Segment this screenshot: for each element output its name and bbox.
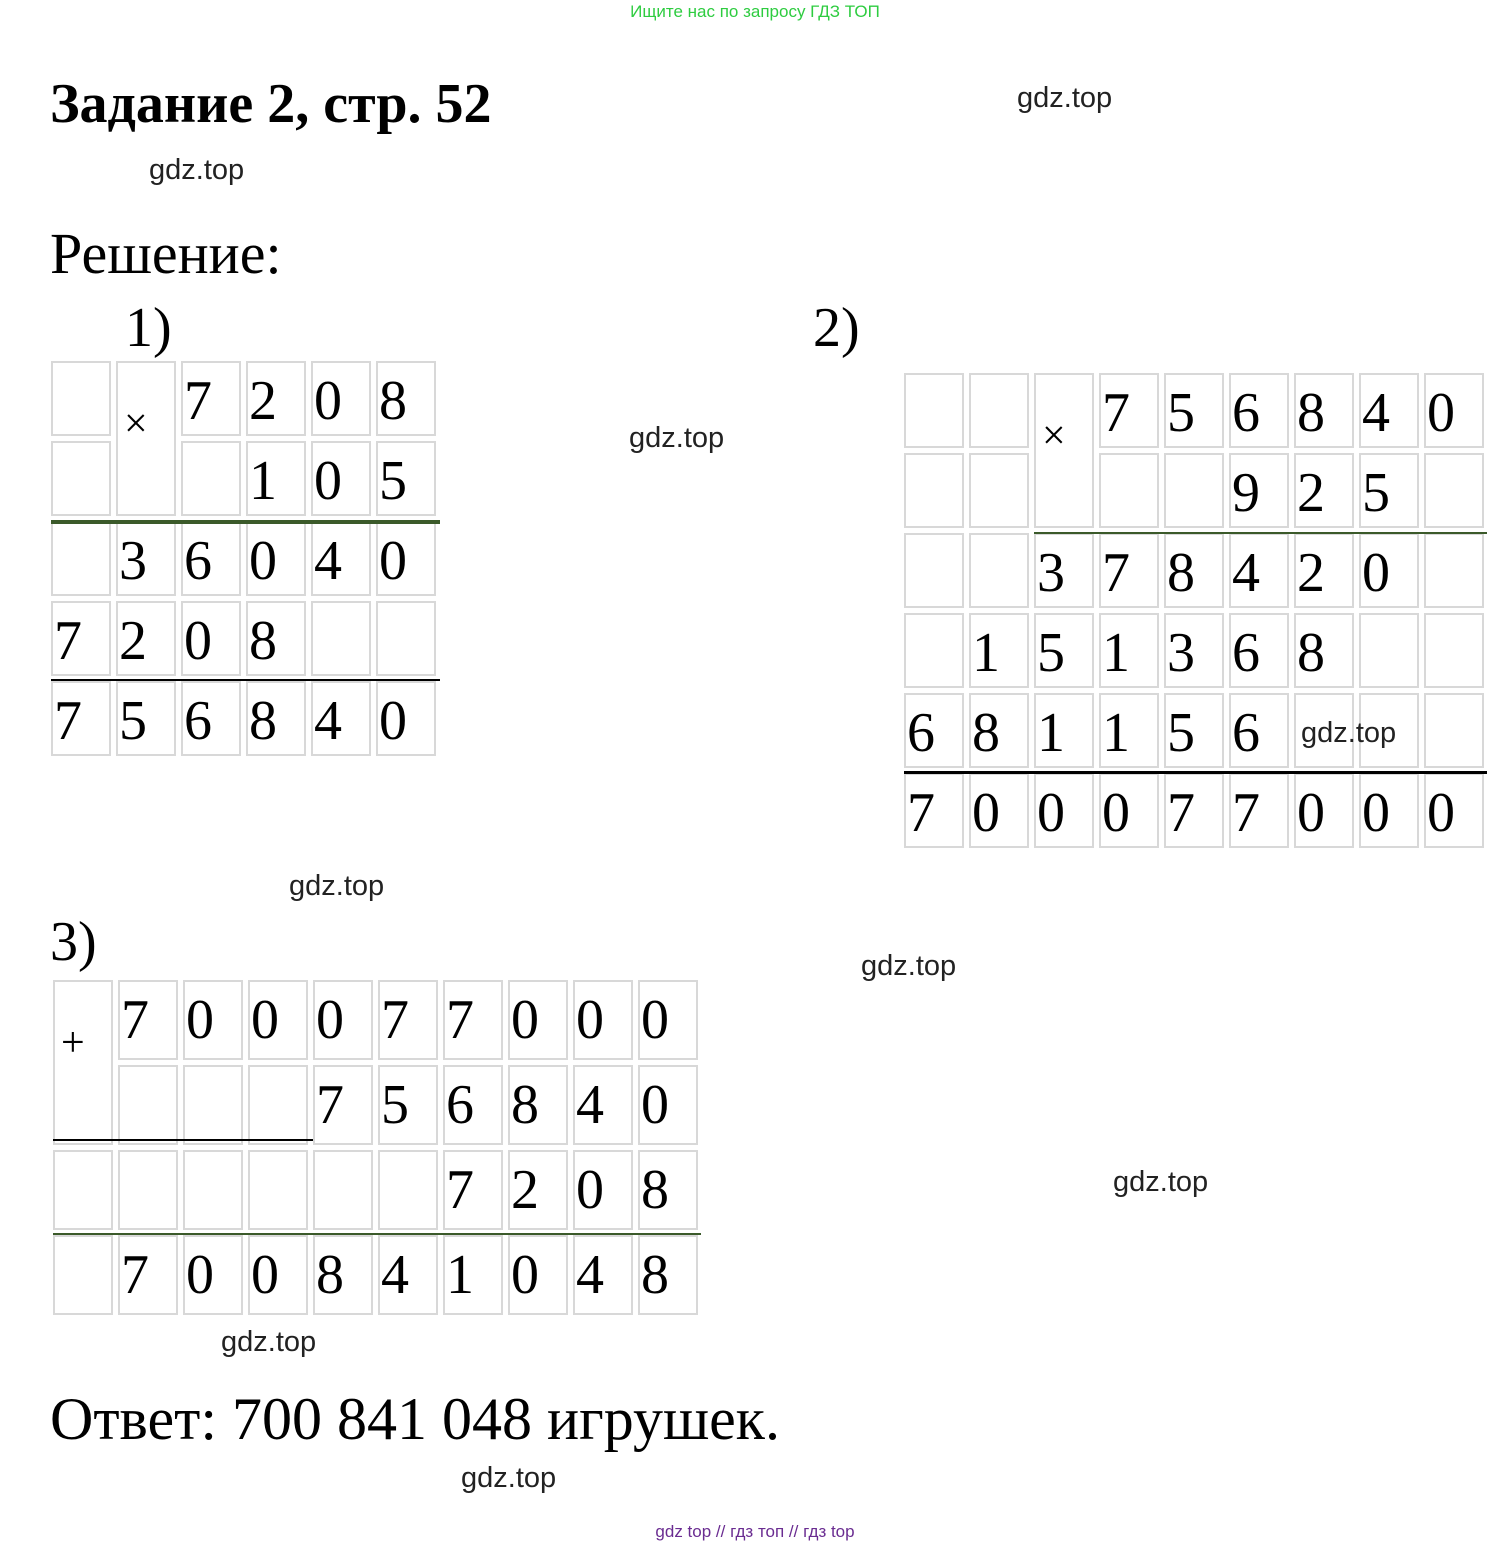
digit-cell	[118, 1065, 178, 1145]
digit-cell	[1424, 533, 1484, 608]
digit-cell	[183, 1065, 243, 1145]
digit-cell: 0	[311, 361, 371, 436]
digit-cell: 7	[1229, 773, 1289, 848]
digit-cell	[51, 521, 111, 596]
watermark: gdz.top	[149, 154, 245, 186]
part2-label: 2)	[813, 297, 860, 359]
digit-cell: 7	[181, 361, 241, 436]
digit-cell: 6	[181, 521, 241, 596]
operation-sign: ×	[116, 361, 176, 516]
digit-cell	[183, 1150, 243, 1230]
digit-cell: 5	[1164, 693, 1224, 768]
digit-cell: 8	[969, 693, 1029, 768]
digit-cell	[969, 533, 1029, 608]
digit-cell: 2	[508, 1150, 568, 1230]
digit-cell	[969, 453, 1029, 528]
watermark: gdz.top	[461, 1462, 557, 1494]
digit-cell: 6	[1229, 373, 1289, 448]
digit-cell: 4	[573, 1235, 633, 1315]
digit-cell: 5	[116, 681, 176, 756]
digit-cell	[1424, 453, 1484, 528]
sum-line	[53, 1233, 701, 1235]
digit-cell: 0	[573, 1150, 633, 1230]
digit-cell: 9	[1229, 453, 1289, 528]
digit-cell: 7	[904, 773, 964, 848]
digit-cell: 0	[181, 601, 241, 676]
digit-cell: 2	[246, 361, 306, 436]
digit-cell	[1424, 613, 1484, 688]
digit-cell: 0	[1034, 773, 1094, 848]
digit-cell: 0	[638, 980, 698, 1060]
digit-cell	[904, 453, 964, 528]
digit-cell: 0	[1424, 773, 1484, 848]
digit-cell: 0	[183, 1235, 243, 1315]
task-title: Задание 2, стр. 52	[50, 73, 492, 135]
digit-cell: 8	[376, 361, 436, 436]
digit-cell: 7	[1099, 533, 1159, 608]
digit-cell: 3	[116, 521, 176, 596]
digit-cell: 7	[1099, 373, 1159, 448]
digit-cell: 0	[1424, 373, 1484, 448]
watermark: gdz.top	[221, 1326, 317, 1358]
digit-cell: 4	[1359, 373, 1419, 448]
digit-cell: 3	[1034, 533, 1094, 608]
digit-cell	[248, 1150, 308, 1230]
digit-cell	[904, 533, 964, 608]
digit-cell: 2	[1294, 453, 1354, 528]
digit-cell: 0	[1359, 533, 1419, 608]
digit-cell: 7	[51, 681, 111, 756]
digit-cell: 8	[1294, 373, 1354, 448]
digit-cell	[1424, 693, 1484, 768]
digit-cell	[181, 441, 241, 516]
digit-cell: 8	[1164, 533, 1224, 608]
digit-cell	[904, 373, 964, 448]
digit-cell: 4	[378, 1235, 438, 1315]
digit-cell	[904, 613, 964, 688]
digit-cell: 2	[1294, 533, 1354, 608]
digit-cell	[51, 441, 111, 516]
digit-cell: 0	[573, 980, 633, 1060]
digit-cell: 5	[378, 1065, 438, 1145]
footer-links: gdz top // гдз топ // гдз top	[655, 1522, 855, 1541]
digit-cell: 7	[1164, 773, 1224, 848]
addend-line	[53, 1139, 313, 1141]
digit-cell: 7	[118, 1235, 178, 1315]
digit-cell: 6	[904, 693, 964, 768]
digit-cell	[1164, 453, 1224, 528]
multiplication-grid-1	[51, 361, 436, 756]
digit-cell	[969, 373, 1029, 448]
digit-cell: 1	[1099, 693, 1159, 768]
digit-cell	[313, 1150, 373, 1230]
digit-cell: 0	[313, 980, 373, 1060]
digit-cell: 1	[246, 441, 306, 516]
digit-cell	[118, 1150, 178, 1230]
digit-cell: 1	[969, 613, 1029, 688]
digit-cell: 6	[1229, 613, 1289, 688]
sum-line	[904, 771, 1487, 774]
addition-grid	[53, 980, 698, 1315]
digit-cell	[53, 1150, 113, 1230]
watermark: gdz.top	[861, 950, 957, 982]
digit-cell: 7	[313, 1065, 373, 1145]
digit-cell: 7	[443, 980, 503, 1060]
digit-cell: 0	[508, 1235, 568, 1315]
digit-cell: 0	[311, 441, 371, 516]
watermark: gdz.top	[1017, 82, 1113, 114]
digit-cell: 5	[376, 441, 436, 516]
digit-cell: 0	[183, 980, 243, 1060]
digit-cell: 1	[1099, 613, 1159, 688]
digit-cell: 1	[443, 1235, 503, 1315]
digit-cell: 8	[508, 1065, 568, 1145]
digit-cell: 0	[376, 521, 436, 596]
digit-cell: 0	[1359, 773, 1419, 848]
digit-cell: 0	[376, 681, 436, 756]
digit-cell: 5	[1034, 613, 1094, 688]
digit-cell: 8	[246, 601, 306, 676]
watermark: gdz.top	[1113, 1166, 1209, 1198]
digit-cell: 4	[573, 1065, 633, 1145]
digit-cell	[376, 601, 436, 676]
digit-cell: 7	[378, 980, 438, 1060]
digit-cell: 5	[1164, 373, 1224, 448]
result-line	[1034, 532, 1487, 534]
digit-cell: 1	[1034, 693, 1094, 768]
digit-cell: 8	[638, 1150, 698, 1230]
digit-cell: 5	[1359, 453, 1419, 528]
solution-label: Решение:	[50, 221, 282, 286]
watermark: gdz.top	[629, 422, 725, 454]
digit-cell: 7	[118, 980, 178, 1060]
digit-cell	[248, 1065, 308, 1145]
digit-cell: 8	[1294, 613, 1354, 688]
digit-cell	[378, 1150, 438, 1230]
sum-line	[51, 679, 440, 681]
part1-label: 1)	[125, 297, 172, 359]
digit-cell: 8	[638, 1235, 698, 1315]
digit-cell	[53, 1235, 113, 1315]
digit-cell: 4	[311, 521, 371, 596]
digit-cell: 6	[443, 1065, 503, 1145]
digit-cell: 0	[1099, 773, 1159, 848]
digit-cell: 0	[508, 980, 568, 1060]
digit-cell: 7	[51, 601, 111, 676]
digit-cell: 8	[246, 681, 306, 756]
operation-sign: ×	[1034, 373, 1094, 528]
digit-cell	[1359, 613, 1419, 688]
digit-cell: 3	[1164, 613, 1224, 688]
digit-cell: 4	[311, 681, 371, 756]
digit-cell: 2	[116, 601, 176, 676]
digit-cell: 7	[443, 1150, 503, 1230]
digit-cell	[51, 361, 111, 436]
multiplication-grid-2	[904, 373, 1484, 848]
digit-cell: 0	[1294, 773, 1354, 848]
digit-cell: 4	[1229, 533, 1289, 608]
digit-cell	[311, 601, 371, 676]
operation-sign: +	[53, 980, 113, 1145]
digit-cell: 0	[246, 521, 306, 596]
digit-cell	[1099, 453, 1159, 528]
search-banner: Ищите нас по запросу ГДЗ ТОП	[630, 2, 880, 21]
digit-cell: 0	[248, 980, 308, 1060]
digit-cell: 0	[969, 773, 1029, 848]
digit-cell: 0	[248, 1235, 308, 1315]
watermark: gdz.top	[289, 870, 385, 902]
digit-cell: 6	[1229, 693, 1289, 768]
digit-cell: 0	[638, 1065, 698, 1145]
digit-cell: 8	[313, 1235, 373, 1315]
watermark: gdz.top	[1301, 717, 1397, 749]
part3-label: 3)	[50, 911, 97, 973]
digit-cell: 6	[181, 681, 241, 756]
result-line	[51, 520, 440, 524]
answer-text: Ответ: 700 841 048 игрушек.	[50, 1386, 780, 1452]
